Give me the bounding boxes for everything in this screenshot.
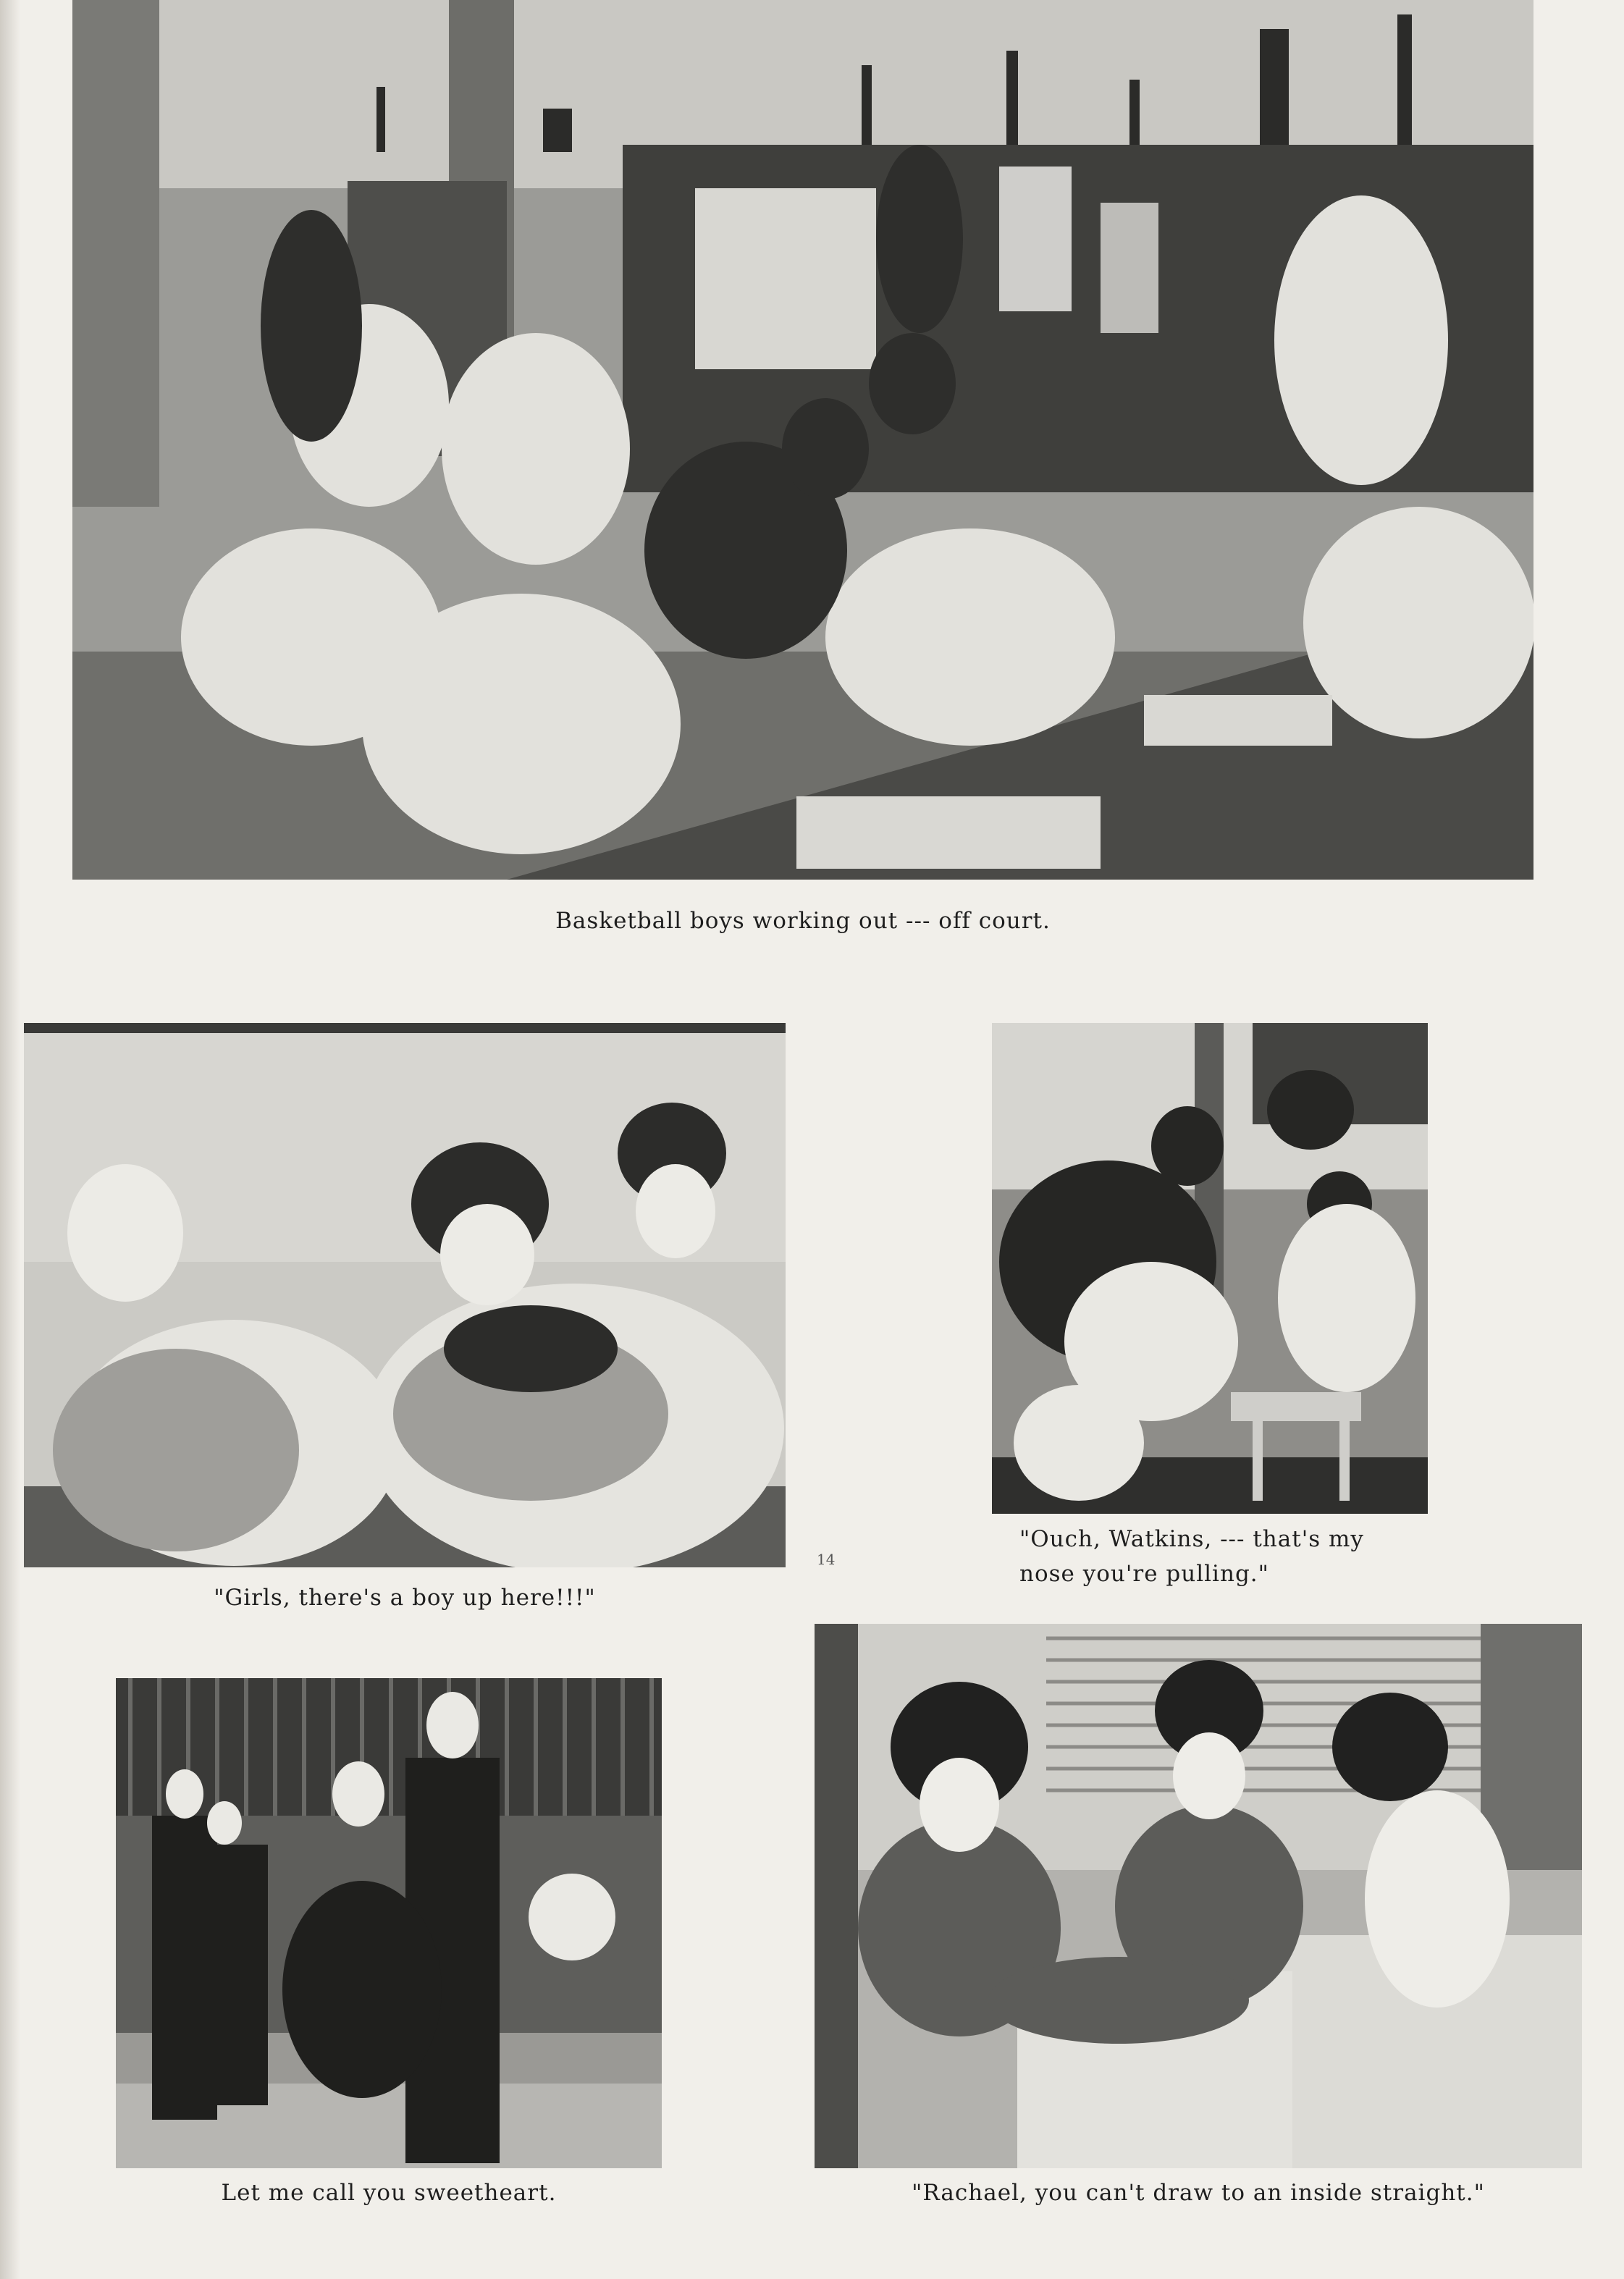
library-study-photo [72, 0, 1533, 880]
sweetheart-couple-photo [116, 1678, 662, 2168]
library-caption: Basketball boys working out --- off court. [555, 908, 1051, 934]
girls-playing-cards-photo [815, 1624, 1582, 2168]
girls-on-couch-photo [24, 1023, 786, 1567]
cards-caption: "Rachael, you can't draw to an inside straight." [912, 2180, 1485, 2206]
workshop-caption-line-2: nose you're pulling." [1019, 1561, 1269, 1587]
couple-caption: Let me call you sweetheart. [221, 2180, 557, 2206]
page-mark: 14 [817, 1551, 836, 1568]
boys-workshop-photo [992, 1023, 1428, 1514]
girls-couch-caption: "Girls, there's a boy up here!!!" [214, 1585, 596, 1611]
page-binding-shadow [0, 0, 20, 2279]
workshop-caption-line-1: "Ouch, Watkins, --- that's my [1019, 1526, 1364, 1552]
